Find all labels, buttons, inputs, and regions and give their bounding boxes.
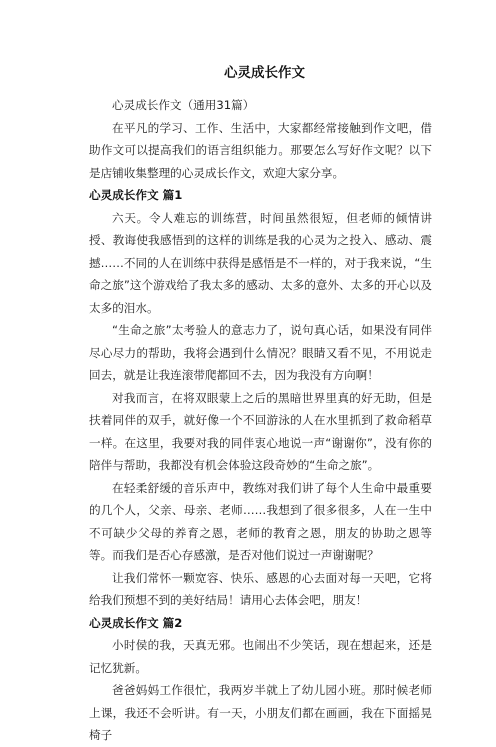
- intro-paragraph: 在平凡的学习、工作、生活中，大家都经常接触到作文吧，借助作文可以提高我们的语言组织能力。那要怎么写好作文呢？以下是店铺收集整理的心灵成长作文，欢迎大家分享。: [89, 120, 432, 180]
- section-1-paragraph-4: 在轻柔舒缓的音乐声中，教练对我们讲了每个人生命中最重要的几个人，父亲、母亲、老师……我想到了很多很多，人在一生中不可缺少父母的养育之恩，老师的教育之恩，朋友的协助之恩等等。而我们是否心存感激，是否对他们说过一声谢谢呢？: [89, 480, 432, 562]
- section-1-paragraph-5: 让我们常怀一颗宽容、快乐、感恩的心去面对每一天吧，它将给我们预想不到的美好结局！请用心去体会吧，朋友！: [89, 570, 432, 607]
- section-1-paragraph-1: 六天。令人难忘的训练营，时间虽然很短，但老师的倾情讲授、教诲使我感悟到的这样的训练是我的心灵为之投入、感动、震撼……不同的人在训练中获得是感悟是不一样的，对于我来说，“生命之旅”这个游戏给了我太多的感动、太多的意外、太多的开心以及太多的泪水。: [89, 210, 432, 315]
- document-title: 心灵成长作文: [224, 65, 305, 81]
- section-1-paragraph-2: “生命之旅”太考验人的意志力了，说句真心话，如果没有同伴尽心尽力的帮助，我将会遇到什么情况？眼睛又看不见，不用说走回去，就是让我连滚带爬都回不去，因为我没有方向啊！: [89, 323, 432, 382]
- section-2-paragraph-2: 爸爸妈妈工作很忙，我两岁半就上了幼儿园小班。那时候老师上课，我还不会听讲。有一天，小朋友们都在画画，我在下面摇晃椅子: [89, 683, 432, 742]
- section-1-paragraph-3: 对我而言，在将双眼蒙上之后的黑暗世界里真的好无助，但是扶着同伴的双手，就好像一个不回游泳的人在水里抓到了救命稻草一样。在这里，我要对我的同伴衷心地说一声“谢谢你”，没有你的陪伴与帮助，我都没有机会体验这段奇妙的“生命之旅”。: [89, 390, 432, 472]
- section-2-paragraph-1: 小时侯的我，天真无邪。也闹出不少笑话，现在想起来，还是记忆犹新。: [89, 638, 432, 675]
- section-heading-1: 心灵成长作文 篇1: [89, 188, 183, 202]
- section-heading-2: 心灵成长作文 篇2: [89, 615, 183, 630]
- intro-subtitle: 心灵成长作文（通用31篇）: [112, 98, 255, 112]
